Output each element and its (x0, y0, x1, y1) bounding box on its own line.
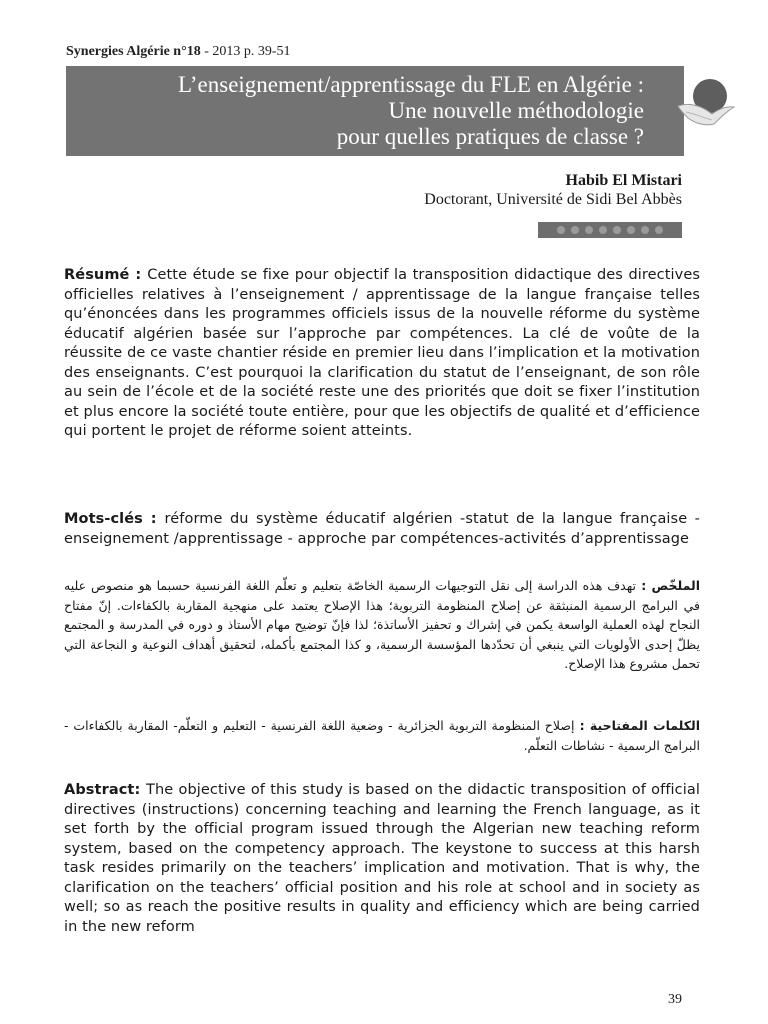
arabic-abstract-text: تهدف هذه الدراسة إلى نقل التوجيهات الرسمية الخاصّة بتعليم و تعلّم اللغة الفرنسية حسبما هو منصوص عليه في البرامج الرسمية المنبثقة عن إصلاح المنظومة التربوية؛ هذا الإصلاح يعتمد على منهجية المقاربة بالكفاءات. إنّ مفتاح النجاح لهذه العملية الواسعة يكمن في إشراك و تحفيز الأساتذة؛ لذا فإنّ توضيح مهام الأستاذ و دوره في المدرسة و المجتمع يظلّ إحدى الأولويات التي ينبغي أن تحدّدها المؤسسة الرسمية، و كذا المجتمع بأكمله، لتحقيق أهداف النوعية و النجاعة التي تحمل مشروع هذا الإصلاح. (64, 578, 700, 671)
dot-icon (613, 226, 621, 234)
title-line-3: pour quelles pratiques de classe ? (336, 124, 644, 149)
author-affiliation: Doctorant, Université de Sidi Bel Abbès (424, 191, 682, 208)
decorative-dot-bar (538, 222, 682, 238)
journal-logo-icon (676, 76, 736, 132)
keywords-label: Mots-clés (64, 511, 143, 527)
arabic-keywords-text: إصلاح المنظومة التربوية الجزائرية - وضعية اللغة الفرنسية - التعليم و التعلّم- المقاربة بالكفاءات - البرامج الرسمية - نشاطات التعلّم. (64, 718, 700, 753)
arabic-keywords-separator: : (574, 718, 590, 733)
arabic-abstract-label: الملخّص (651, 578, 700, 593)
keywords-separator: : (142, 511, 165, 527)
keywords-text: réforme du système éducatif algérien -statut de la langue française - enseignement /apprentissage - approche par compétences-activités d’apprentissage (64, 511, 700, 547)
arabic-keywords-label: الكلمات المفتاحية (589, 718, 700, 733)
resume-paragraph (64, 266, 700, 442)
author-name: Habib El Mistari (565, 172, 682, 189)
dot-icon (599, 226, 607, 234)
title-banner (66, 66, 684, 156)
journal-reference (66, 44, 291, 60)
dot-icon (585, 226, 593, 234)
journal-issue-info: - 2013 p. 39-51 (200, 44, 291, 59)
arabic-abstract-separator: : (635, 578, 652, 593)
english-abstract-label: Abstract (64, 782, 135, 798)
dot-icon (571, 226, 579, 234)
english-abstract-paragraph (64, 781, 700, 937)
resume-text: Cette étude se fixe pour objectif la transposition didactique des directives officielles relatives à l’enseignement / apprentissage de la langue française telles qu’énoncées dans les programmes officiels issus de la nouvelle réforme du système éducatif algérien basée sur l’approche par compétences. La clé de voûte de la réussite de ce vaste chantier réside en premier lieu dans l’implication et la motivation des enseignants. C’est pourquoi la clarification du statut de l’enseignant, de son rôle au sein de l’école et de la société reste une des priorités que doit se fixer l’institution et plus encore la société toute entière, pour que les objectifs de qualité et d’efficience qui portent le projet de réforme soient atteints. (64, 267, 700, 439)
resume-separator: : (129, 267, 148, 283)
english-abstract-text: The objective of this study is based on the didactic transposition of official directives (instructions) concerning teaching and learning the French language, as it set forth by the official program issued through the Algerian new teaching reform system, based on the competency approach. The keystone to success at this harsh task resides primarily on the teachers’ implication and motivation. That is why, the clarification on the teachers’ official position and his role at school and in society as well; so as reach the positive results in quality and efficiency which are being carried in the new reform (64, 782, 700, 935)
journal-name: Synergies Algérie n°18 (66, 44, 201, 59)
keywords-paragraph (64, 510, 700, 549)
dot-icon (655, 226, 663, 234)
article-title (178, 72, 644, 150)
title-line-2: Une nouvelle méthodologie (388, 98, 644, 123)
dot-icon (641, 226, 649, 234)
arabic-keywords-paragraph (64, 716, 700, 755)
english-abstract-separator: : (134, 782, 146, 798)
arabic-abstract-paragraph (64, 576, 700, 674)
resume-label: Résumé (64, 267, 130, 283)
page-number: 39 (668, 992, 682, 1007)
title-line-1: L’enseignement/apprentissage du FLE en Algérie : (177, 72, 644, 97)
dot-icon (557, 226, 565, 234)
dot-icon (627, 226, 635, 234)
